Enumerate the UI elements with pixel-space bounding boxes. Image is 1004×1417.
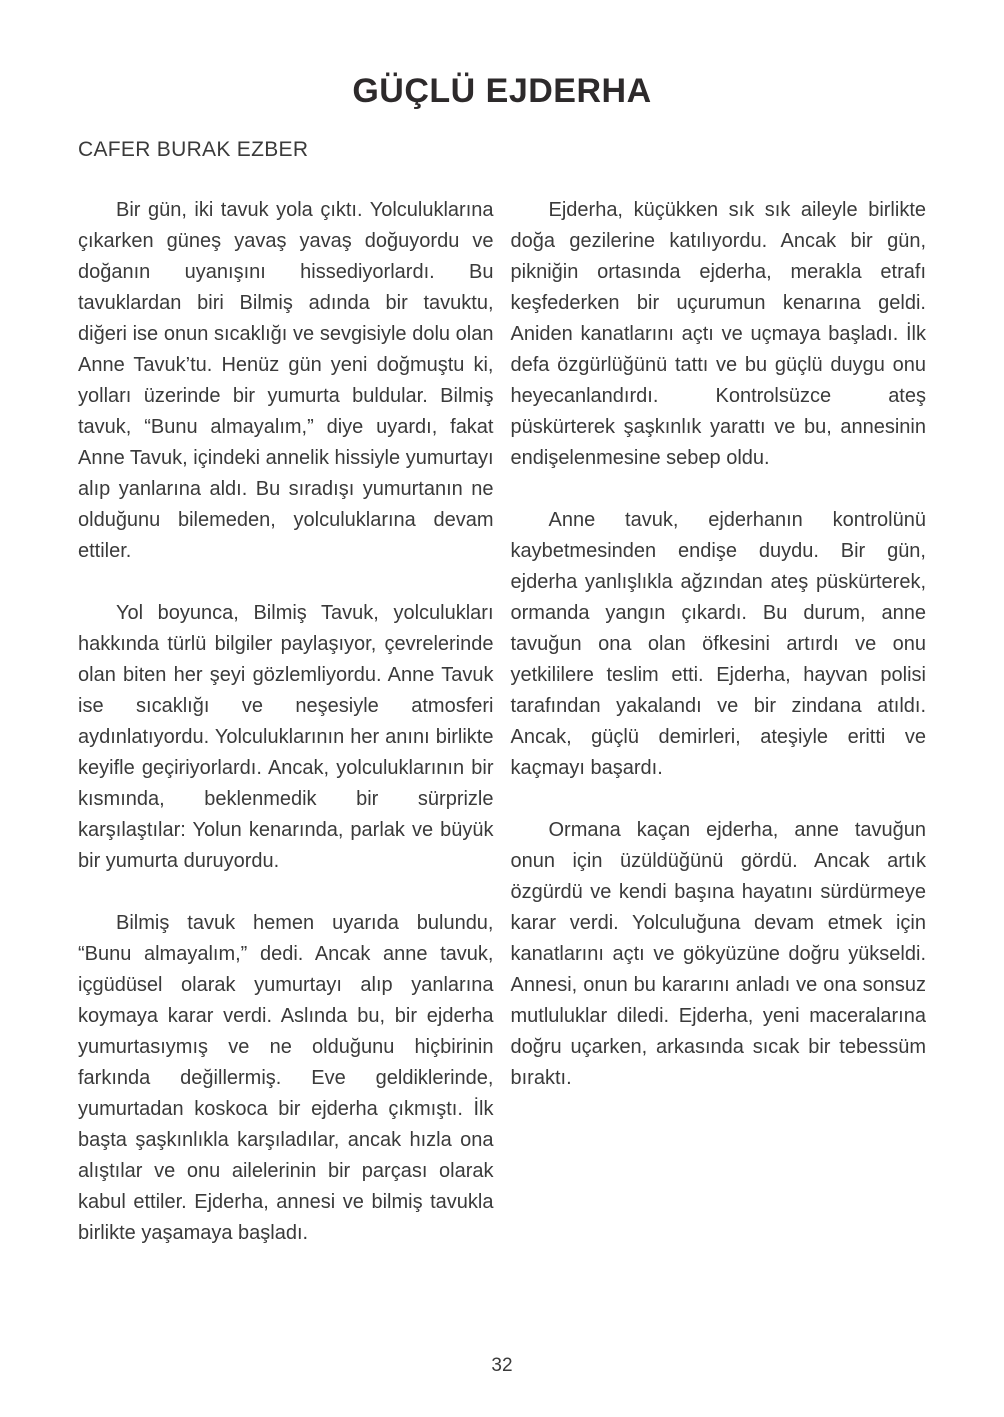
author-name: CAFER BURAK EZBER [78,138,309,162]
page-title: GÜÇLÜ EJDERHA [352,72,652,110]
paragraph: Anne tavuk, ejderhanın kontrolünü kaybetmesinden endişe duydu. Bir gün, ejderha yanlışlıkla ağzından ateş püskürterek, ormanda yangın çıkardı. Bu durum, anne tavuğun ona olan öfkesini artırdı ve onu yetkililere teslim etti. Ejderha, hayvan polisi tarafından yakalandı ve bir zindana atıldı. Ancak, güçlü demirleri, ateşiyle eritti ve kaçmayı başardı. [510,509,926,780]
two-column-text-body [78,195,926,1249]
paragraph: Ejderha, küçükken sık sık aileyle birlikte doğa gezilerine katılıyordu. Ancak bir gün, pikniğin ortasında ejderha, merakla etrafı keşfederken bir uçurumun kenarına geldi. Aniden kanatlarını açtı ve uçmaya başladı. İlk defa özgürlüğünü tattı ve bu güçlü duygu onu heyecanlandırdı. Kontrolsüzce ateş püskürterek şaşkınlık yarattı ve bu, annesinin endişelenmesine sebep oldu. [510,199,926,470]
paragraph: Yol boyunca, Bilmiş Tavuk, yolculukları hakkında türlü bilgiler paylaşıyor, çevrelerinde olan biten her şeyi gözlemliyordu. Anne Tavuk ise sıcaklığı ve neşesiyle atmosferi aydınlatıyordu. Yolculuklarının her anını birlikte keyifle geçiriyorlardı. Ancak, yolculuklarının bir kısmında, beklenmedik bir sürprizle karşılaştılar: Yolun kenarında, parlak ve büyük bir yumurta duruyordu. [78,602,494,873]
paragraph: Ormana kaçan ejderha, anne tavuğun onun için üzüldüğünü gördü. Ancak artık özgürdü ve kendi başına hayatını sürdürmeye karar verdi. Yolculuğuna devam etmek için kanatlarını açtı ve gökyüzüne doğru yükseldi. Annesi, onun bu kararını anladı ve ona sonsuz mutluluklar diledi. Ejderha, yeni maceralarına doğru uçarken, arkasında sıcak bir tebessüm bıraktı. [510,819,926,1090]
paragraph: Bilmiş tavuk hemen uyarıda bulundu, “Bunu almayalım,” dedi. Ancak anne tavuk, içgüdüsel olarak yumurtayı alıp yanlarına koymaya karar verdi. Aslında bu, bir ejderha yumurtasıymış ve ne olduğunu hiçbirinin farkında değillermiş. Eve geldiklerinde, yumurtadan koskoca bir ejderha çıkmıştı. İlk başta şaşkınlıkla karşıladılar, ancak hızla ona alıştılar ve onu ailelerinin bir parçası olarak kabul ettiler. Ejderha, annesi ve bilmiş tavukla birlikte yaşamaya başladı. [78,912,494,1245]
paragraph: Bir gün, iki tavuk yola çıktı. Yolculuklarına çıkarken güneş yavaş yavaş doğuyordu ve doğanın uyanışını hissediyorlardı. Bu tavuklardan biri Bilmiş adında bir tavuktu, diğeri ise onun sıcaklığı ve sevgisiyle dolu olan Anne Tavuk’tu. Henüz gün yeni doğmuştu ki, yolları üzerinde bir yumurta buldular. Bilmiş tavuk, “Bunu almayalım,” diye uyardı, fakat Anne Tavuk, içindeki annelik hissiyle yumurtayı alıp yanlarına aldı. Bu sıradışı yumurtanın ne olduğunu bilemeden, yolculuklarına devam ettiler. [78,199,494,563]
page-number: 32 [491,1355,513,1376]
left-column [78,195,494,1249]
right-column [511,195,927,1249]
